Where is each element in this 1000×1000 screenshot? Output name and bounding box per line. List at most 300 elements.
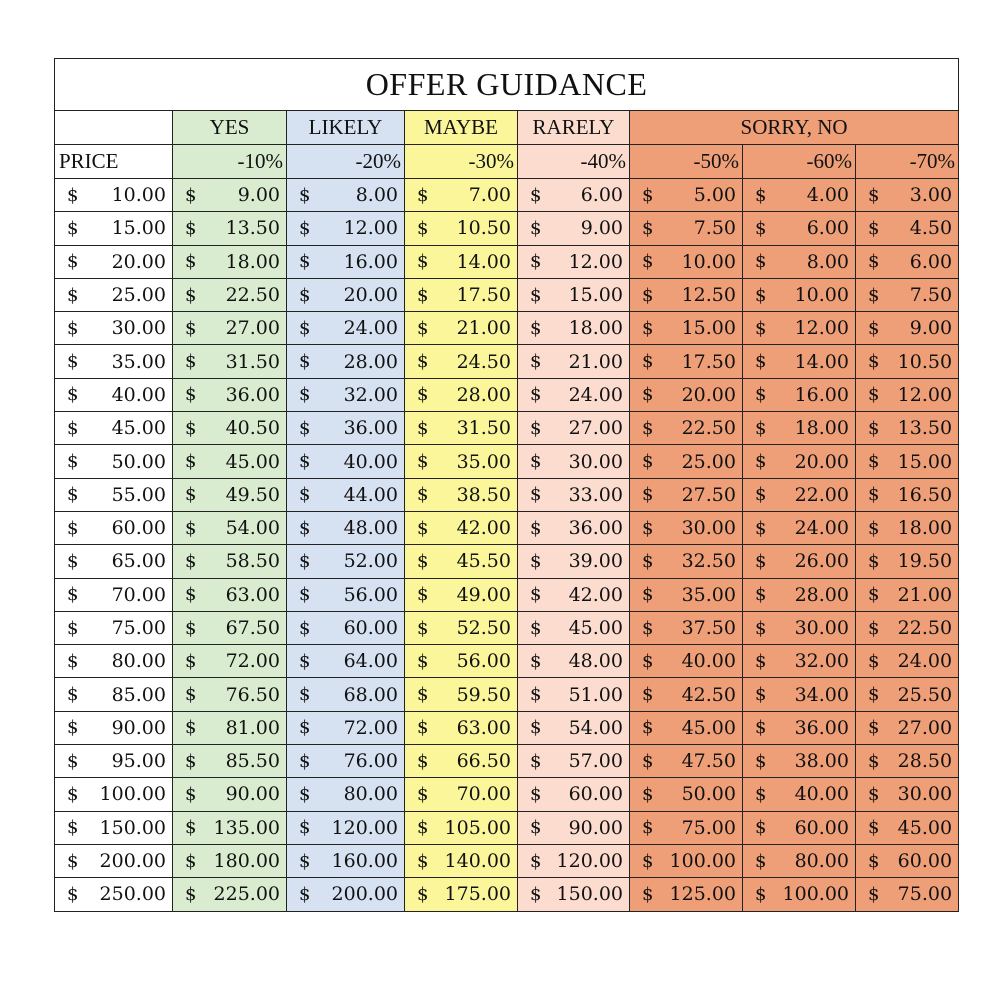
currency-symbol: $ <box>417 650 429 672</box>
price-cell <box>55 511 173 544</box>
rarely-price-cell <box>518 844 630 877</box>
amount-value: 13.50 <box>897 417 953 440</box>
amount-value: 70.00 <box>456 783 511 806</box>
currency-symbol: $ <box>299 417 311 439</box>
amount-value: 6.00 <box>580 184 623 207</box>
no50-price-cell <box>630 778 743 811</box>
currency-symbol: $ <box>642 550 654 572</box>
category-blank-cell <box>55 111 173 145</box>
rarely-price-cell <box>518 778 630 811</box>
currency-symbol: $ <box>185 317 197 339</box>
table-row <box>55 212 959 245</box>
amount-value: 21.00 <box>897 583 953 606</box>
currency-symbol: $ <box>755 351 767 373</box>
currency-symbol: $ <box>299 384 311 406</box>
no60-price-cell <box>743 445 856 478</box>
no50-price-cell <box>630 711 743 744</box>
currency-symbol: $ <box>530 451 542 473</box>
currency-symbol: $ <box>417 184 429 206</box>
rarely-price-cell <box>518 378 630 411</box>
amount-value: 28.00 <box>794 583 849 606</box>
amount-value: 35.00 <box>681 583 736 606</box>
amount-value: 10.50 <box>456 217 511 240</box>
amount-value: 100.00 <box>99 783 166 806</box>
amount-value: 21.00 <box>568 350 623 373</box>
amount-value: 20.00 <box>794 450 849 473</box>
currency-symbol: $ <box>642 817 654 839</box>
amount-value: 54.00 <box>568 716 623 739</box>
amount-value: 200.00 <box>99 850 166 873</box>
no60-price-cell <box>743 179 856 212</box>
price-cell <box>55 278 173 311</box>
likely-price-cell <box>287 745 405 778</box>
amount-value: 51.00 <box>568 683 623 706</box>
likely-price-cell <box>287 611 405 644</box>
amount-value: 76.00 <box>343 750 398 773</box>
yes-price-cell <box>173 645 287 678</box>
offer-guidance-table <box>54 58 959 912</box>
table-row <box>55 511 959 544</box>
no70-price-cell <box>856 445 959 478</box>
amount-value: 100.00 <box>782 883 849 906</box>
yes-price-cell <box>173 811 287 844</box>
amount-value: 75.00 <box>681 816 736 839</box>
amount-value: 135.00 <box>213 816 280 839</box>
amount-value: 9.00 <box>580 217 623 240</box>
currency-symbol: $ <box>67 217 79 239</box>
currency-symbol: $ <box>299 550 311 572</box>
currency-symbol: $ <box>185 550 197 572</box>
currency-symbol: $ <box>67 684 79 706</box>
currency-symbol: $ <box>868 584 880 606</box>
amount-value: 18.00 <box>225 250 280 273</box>
amount-value: 49.50 <box>225 483 280 506</box>
likely-price-cell <box>287 811 405 844</box>
currency-symbol: $ <box>67 184 79 206</box>
currency-symbol: $ <box>868 717 880 739</box>
table-row <box>55 378 959 411</box>
currency-symbol: $ <box>417 317 429 339</box>
table-row <box>55 878 959 911</box>
amount-value: 22.50 <box>681 417 736 440</box>
no50-price-cell <box>630 811 743 844</box>
amount-value: 66.50 <box>456 750 511 773</box>
maybe-price-cell <box>405 345 518 378</box>
table-row <box>55 312 959 345</box>
amount-value: 85.00 <box>111 683 166 706</box>
amount-value: 44.00 <box>343 483 398 506</box>
no50-price-cell <box>630 345 743 378</box>
yes-price-cell <box>173 478 287 511</box>
currency-symbol: $ <box>299 251 311 273</box>
amount-value: 160.00 <box>331 850 398 873</box>
likely-price-cell <box>287 545 405 578</box>
maybe-price-cell <box>405 545 518 578</box>
amount-value: 40.00 <box>794 783 849 806</box>
currency-symbol: $ <box>185 384 197 406</box>
currency-symbol: $ <box>868 517 880 539</box>
amount-value: 68.00 <box>343 683 398 706</box>
no50-price-cell <box>630 212 743 245</box>
price-cell <box>55 545 173 578</box>
currency-symbol: $ <box>530 617 542 639</box>
discount-header-20: -20% <box>287 145 405 179</box>
amount-value: 6.00 <box>806 217 849 240</box>
amount-value: 12.00 <box>343 217 398 240</box>
amount-value: 20.00 <box>343 284 398 307</box>
no60-price-cell <box>743 278 856 311</box>
amount-value: 59.50 <box>456 683 511 706</box>
currency-symbol: $ <box>755 417 767 439</box>
no60-price-cell <box>743 611 856 644</box>
maybe-price-cell <box>405 645 518 678</box>
likely-price-cell <box>287 179 405 212</box>
rarely-price-cell <box>518 878 630 911</box>
amount-value: 55.00 <box>111 483 166 506</box>
amount-value: 42.50 <box>681 683 736 706</box>
likely-price-cell <box>287 778 405 811</box>
amount-value: 38.00 <box>794 750 849 773</box>
currency-symbol: $ <box>417 384 429 406</box>
maybe-price-cell <box>405 611 518 644</box>
no70-price-cell <box>856 745 959 778</box>
amount-value: 30.00 <box>897 783 953 806</box>
no60-price-cell <box>743 878 856 911</box>
currency-symbol: $ <box>868 384 880 406</box>
amount-value: 10.00 <box>681 250 736 273</box>
currency-symbol: $ <box>299 850 311 872</box>
maybe-price-cell <box>405 378 518 411</box>
discount-header-70: -70% <box>856 145 959 179</box>
table-title: OFFER GUIDANCE <box>55 59 959 111</box>
rarely-price-cell <box>518 312 630 345</box>
currency-symbol: $ <box>868 617 880 639</box>
rarely-price-cell <box>518 578 630 611</box>
amount-value: 12.00 <box>794 317 849 340</box>
yes-price-cell <box>173 179 287 212</box>
currency-symbol: $ <box>642 251 654 273</box>
amount-value: 27.00 <box>897 716 953 739</box>
currency-symbol: $ <box>530 517 542 539</box>
price-cell <box>55 412 173 445</box>
currency-symbol: $ <box>642 684 654 706</box>
amount-value: 45.00 <box>681 716 736 739</box>
currency-symbol: $ <box>642 184 654 206</box>
discount-header-40: -40% <box>518 145 630 179</box>
amount-value: 175.00 <box>444 883 511 906</box>
likely-price-cell <box>287 578 405 611</box>
currency-symbol: $ <box>67 484 79 506</box>
no50-price-cell <box>630 844 743 877</box>
amount-value: 54.00 <box>225 517 280 540</box>
maybe-price-cell <box>405 745 518 778</box>
currency-symbol: $ <box>185 184 197 206</box>
currency-symbol: $ <box>185 517 197 539</box>
currency-symbol: $ <box>185 251 197 273</box>
amount-value: 5.00 <box>693 184 736 207</box>
amount-value: 52.50 <box>456 617 511 639</box>
currency-symbol: $ <box>642 284 654 306</box>
amount-value: 7.50 <box>909 284 953 307</box>
currency-symbol: $ <box>530 550 542 572</box>
no50-price-cell <box>630 745 743 778</box>
amount-value: 39.00 <box>568 550 623 573</box>
amount-value: 18.00 <box>897 517 953 540</box>
amount-value: 150.00 <box>556 883 623 906</box>
currency-symbol: $ <box>755 217 767 239</box>
amount-value: 38.50 <box>456 483 511 506</box>
currency-symbol: $ <box>530 750 542 772</box>
amount-value: 31.50 <box>225 350 280 373</box>
no70-price-cell <box>856 645 959 678</box>
currency-symbol: $ <box>185 351 197 373</box>
amount-value: 14.00 <box>456 250 511 273</box>
currency-symbol: $ <box>417 451 429 473</box>
amount-value: 80.00 <box>111 650 166 673</box>
maybe-price-cell <box>405 445 518 478</box>
currency-symbol: $ <box>530 684 542 706</box>
price-cell <box>55 811 173 844</box>
currency-symbol: $ <box>642 317 654 339</box>
amount-value: 70.00 <box>111 583 166 606</box>
table-row <box>55 778 959 811</box>
rarely-price-cell <box>518 611 630 644</box>
no60-price-cell <box>743 478 856 511</box>
price-cell <box>55 878 173 911</box>
amount-value: 105.00 <box>444 816 511 839</box>
rarely-price-cell <box>518 412 630 445</box>
amount-value: 9.00 <box>909 317 953 340</box>
currency-symbol: $ <box>67 750 79 772</box>
amount-value: 45.00 <box>897 816 953 839</box>
amount-value: 58.50 <box>225 550 280 573</box>
no50-price-cell <box>630 878 743 911</box>
currency-symbol: $ <box>67 417 79 439</box>
amount-value: 19.50 <box>897 550 953 573</box>
amount-value: 63.00 <box>225 583 280 606</box>
amount-value: 90.00 <box>568 816 623 839</box>
amount-value: 40.00 <box>681 650 736 673</box>
price-cell <box>55 645 173 678</box>
currency-symbol: $ <box>868 783 880 805</box>
currency-symbol: $ <box>67 317 79 339</box>
no60-price-cell <box>743 811 856 844</box>
no70-price-cell <box>856 278 959 311</box>
currency-symbol: $ <box>755 783 767 805</box>
maybe-price-cell <box>405 578 518 611</box>
likely-price-cell <box>287 445 405 478</box>
amount-value: 60.00 <box>343 617 398 639</box>
currency-symbol: $ <box>755 850 767 872</box>
maybe-price-cell <box>405 844 518 877</box>
amount-value: 30.00 <box>794 617 849 639</box>
currency-symbol: $ <box>185 650 197 672</box>
currency-symbol: $ <box>755 550 767 572</box>
no70-price-cell <box>856 545 959 578</box>
amount-value: 13.50 <box>225 217 280 240</box>
price-cell <box>55 711 173 744</box>
currency-symbol: $ <box>530 484 542 506</box>
table-row <box>55 611 959 644</box>
amount-value: 225.00 <box>213 883 280 906</box>
maybe-price-cell <box>405 245 518 278</box>
no50-price-cell <box>630 378 743 411</box>
no70-price-cell <box>856 778 959 811</box>
price-cell <box>55 245 173 278</box>
no50-price-cell <box>630 578 743 611</box>
amount-value: 12.00 <box>568 250 623 273</box>
amount-value: 10.50 <box>897 350 953 373</box>
currency-symbol: $ <box>185 783 197 805</box>
no60-price-cell <box>743 578 856 611</box>
discount-header-60: -60% <box>743 145 856 179</box>
yes-price-cell <box>173 578 287 611</box>
no60-price-cell <box>743 245 856 278</box>
amount-value: 56.00 <box>343 583 398 606</box>
amount-value: 40.50 <box>225 417 280 440</box>
no60-price-cell <box>743 711 856 744</box>
currency-symbol: $ <box>67 550 79 572</box>
likely-price-cell <box>287 878 405 911</box>
table-row <box>55 645 959 678</box>
currency-symbol: $ <box>417 217 429 239</box>
no60-price-cell <box>743 778 856 811</box>
currency-symbol: $ <box>868 351 880 373</box>
amount-value: 90.00 <box>111 716 166 739</box>
currency-symbol: $ <box>299 217 311 239</box>
price-cell <box>55 312 173 345</box>
amount-value: 120.00 <box>331 816 398 839</box>
currency-symbol: $ <box>642 484 654 506</box>
no70-price-cell <box>856 844 959 877</box>
discount-header-10: -10% <box>173 145 287 179</box>
currency-symbol: $ <box>299 317 311 339</box>
amount-value: 18.00 <box>794 417 849 440</box>
discount-header-30: -30% <box>405 145 518 179</box>
currency-symbol: $ <box>67 817 79 839</box>
amount-value: 24.00 <box>794 517 849 540</box>
currency-symbol: $ <box>417 484 429 506</box>
amount-value: 45.00 <box>568 617 623 639</box>
currency-symbol: $ <box>299 517 311 539</box>
currency-symbol: $ <box>299 883 311 905</box>
likely-price-cell <box>287 212 405 245</box>
currency-symbol: $ <box>868 684 880 706</box>
currency-symbol: $ <box>299 351 311 373</box>
currency-symbol: $ <box>868 451 880 473</box>
table-row <box>55 245 959 278</box>
table-row <box>55 578 959 611</box>
no70-price-cell <box>856 312 959 345</box>
currency-symbol: $ <box>67 251 79 273</box>
amount-value: 22.00 <box>794 483 849 506</box>
likely-price-cell <box>287 412 405 445</box>
amount-value: 20.00 <box>681 383 736 406</box>
amount-value: 50.00 <box>111 450 166 473</box>
likely-price-cell <box>287 312 405 345</box>
currency-symbol: $ <box>868 184 880 206</box>
no50-price-cell <box>630 645 743 678</box>
no50-price-cell <box>630 678 743 711</box>
amount-value: 30.00 <box>111 317 166 340</box>
amount-value: 63.00 <box>456 716 511 739</box>
amount-value: 120.00 <box>556 850 623 873</box>
price-cell <box>55 844 173 877</box>
price-cell <box>55 212 173 245</box>
no70-price-cell <box>856 179 959 212</box>
yes-price-cell <box>173 711 287 744</box>
yes-price-cell <box>173 278 287 311</box>
currency-symbol: $ <box>755 517 767 539</box>
no60-price-cell <box>743 678 856 711</box>
amount-value: 42.00 <box>456 517 511 540</box>
amount-value: 100.00 <box>669 850 736 873</box>
category-sorry-no: SORRY, NO <box>630 111 959 145</box>
amount-value: 16.00 <box>343 250 398 273</box>
maybe-price-cell <box>405 678 518 711</box>
table-row <box>55 678 959 711</box>
currency-symbol: $ <box>185 584 197 606</box>
rarely-price-cell <box>518 678 630 711</box>
currency-symbol: $ <box>67 783 79 805</box>
currency-symbol: $ <box>299 717 311 739</box>
amount-value: 36.00 <box>225 383 280 406</box>
amount-value: 60.00 <box>568 783 623 806</box>
rarely-price-cell <box>518 278 630 311</box>
currency-symbol: $ <box>868 484 880 506</box>
currency-symbol: $ <box>868 317 880 339</box>
amount-value: 80.00 <box>343 783 398 806</box>
price-cell <box>55 578 173 611</box>
amount-value: 140.00 <box>444 850 511 873</box>
currency-symbol: $ <box>417 684 429 706</box>
likely-price-cell <box>287 678 405 711</box>
no50-price-cell <box>630 312 743 345</box>
currency-symbol: $ <box>868 817 880 839</box>
rarely-price-cell <box>518 511 630 544</box>
amount-value: 50.00 <box>681 783 736 806</box>
maybe-price-cell <box>405 412 518 445</box>
currency-symbol: $ <box>67 584 79 606</box>
no70-price-cell <box>856 212 959 245</box>
currency-symbol: $ <box>185 217 197 239</box>
amount-value: 35.00 <box>456 450 511 473</box>
amount-value: 32.50 <box>681 550 736 573</box>
currency-symbol: $ <box>299 817 311 839</box>
no60-price-cell <box>743 345 856 378</box>
amount-value: 49.00 <box>456 583 511 606</box>
currency-symbol: $ <box>417 883 429 905</box>
currency-symbol: $ <box>530 650 542 672</box>
maybe-price-cell <box>405 878 518 911</box>
currency-symbol: $ <box>417 850 429 872</box>
no70-price-cell <box>856 578 959 611</box>
likely-price-cell <box>287 844 405 877</box>
amount-value: 45.00 <box>225 450 280 473</box>
yes-price-cell <box>173 378 287 411</box>
yes-price-cell <box>173 511 287 544</box>
price-column-header: PRICE <box>55 145 173 179</box>
amount-value: 180.00 <box>213 850 280 873</box>
currency-symbol: $ <box>299 684 311 706</box>
currency-symbol: $ <box>642 783 654 805</box>
no50-price-cell <box>630 611 743 644</box>
price-cell <box>55 678 173 711</box>
amount-value: 15.00 <box>897 450 953 473</box>
amount-value: 72.00 <box>225 650 280 673</box>
amount-value: 8.00 <box>806 250 849 273</box>
no60-price-cell <box>743 378 856 411</box>
